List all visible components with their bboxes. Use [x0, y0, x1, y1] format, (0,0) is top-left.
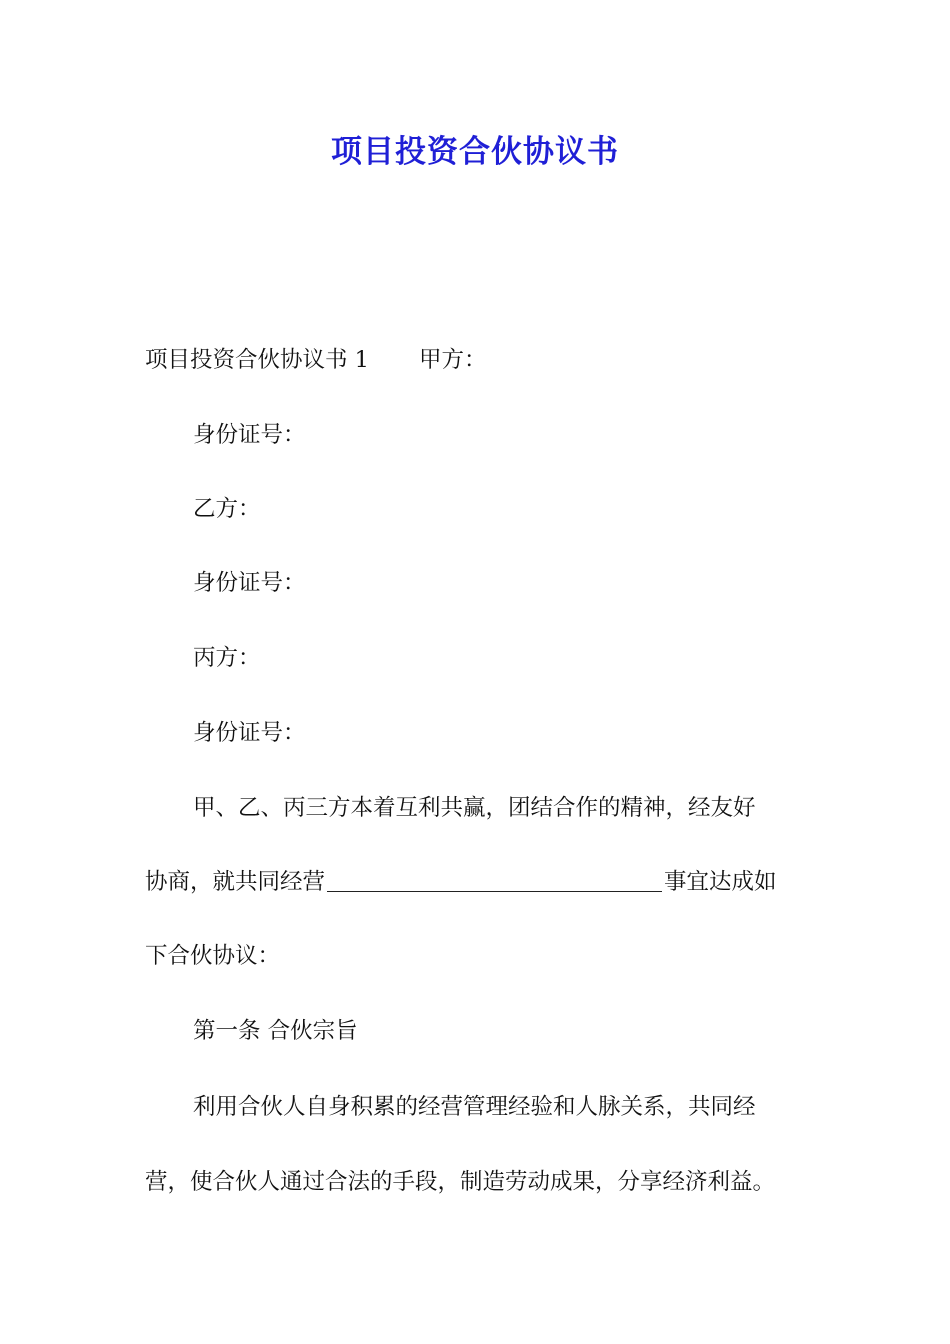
party-a-label: 甲方：	[418, 347, 487, 373]
intro-line-1: 甲、乙、丙三方本着互利共赢，团结合作的精神，经友好	[193, 795, 756, 821]
intro-line-3: 下合伙协议：	[145, 943, 281, 969]
document-title: 项目投资合伙协议书	[331, 134, 619, 170]
party-b-label: 乙方：	[193, 496, 261, 522]
intro-line-2	[145, 865, 777, 899]
intro-line-2-before: 协商，就共同经营	[145, 869, 326, 895]
intro-line-2-after: 事宜达成如	[664, 869, 777, 895]
party-c-label: 丙方：	[193, 645, 261, 671]
article-1-line-1: 利用合伙人自身积累的经营管理经验和人脉关系，共同经	[193, 1094, 756, 1120]
article-1-heading: 第一条 合伙宗旨	[193, 1018, 358, 1044]
party-b-id-label: 身份证号：	[193, 570, 306, 596]
document-name: 项目投资合伙协议书 1	[145, 347, 369, 373]
business-blank-field[interactable]	[327, 865, 662, 892]
party-c-id-label: 身份证号：	[193, 720, 306, 746]
heading-line	[145, 343, 486, 377]
party-a-id-label: 身份证号：	[193, 422, 306, 448]
article-1-line-2: 营，使合伙人通过合法的手段，制造劳动成果，分享经济利益。	[145, 1169, 776, 1195]
